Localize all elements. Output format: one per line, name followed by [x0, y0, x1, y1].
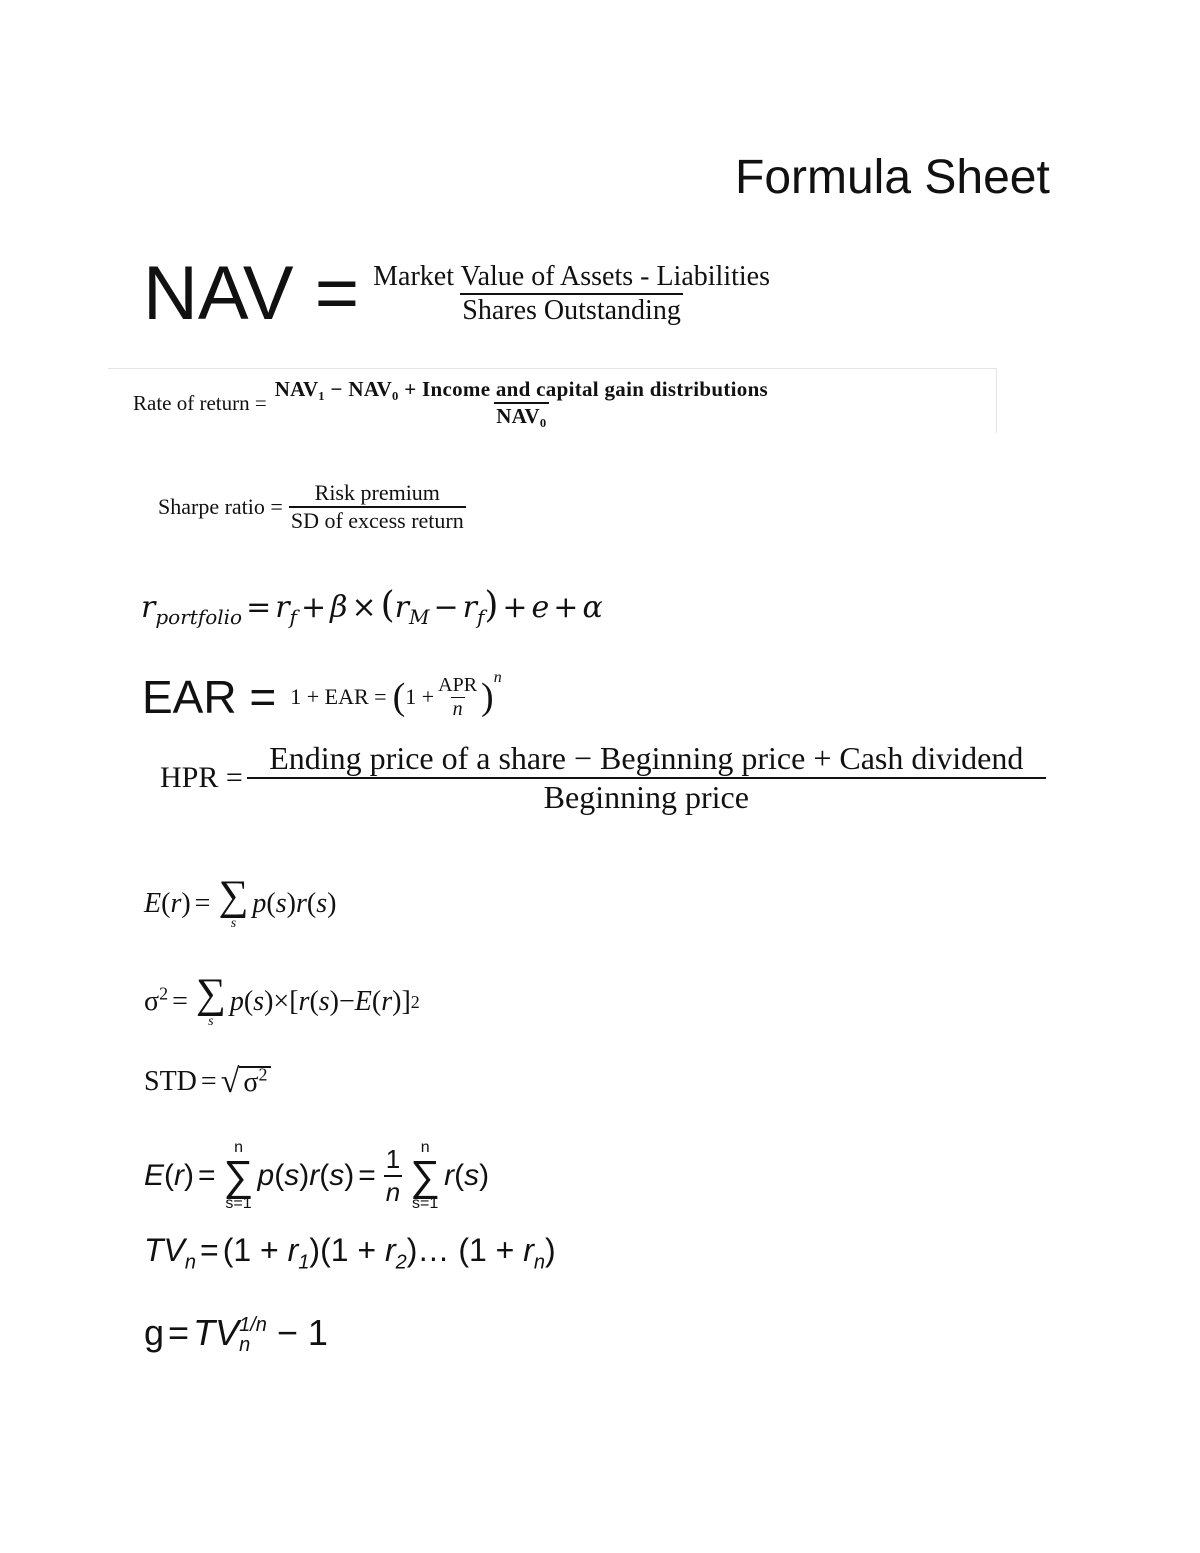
ror-label: Rate of return = [133, 390, 267, 415]
ear-formula [142, 670, 502, 724]
ear-expression: 1 + EAR = ( 1 + $\frac{\text{APR}}{n}$ ) n [290, 668, 502, 720]
nav-formula [143, 250, 772, 337]
ror-fraction [273, 377, 770, 429]
ear-frac-den: n [452, 697, 463, 720]
ear-fraction [436, 674, 479, 721]
terminal-value-formula: $TV_n = (1 + r_1)(1$ + $r_2)\dots$ $(1 + r_n)$ [144, 1232, 556, 1274]
sharpe-fraction [289, 480, 466, 534]
ear-frac-num: APR [438, 673, 478, 696]
ror-numerator: NAV₁ − NAV₀ + Income and capital gain distributions [274, 377, 769, 401]
growth-formula: g = TV 1/n n − 1 [144, 1312, 328, 1357]
expected-return-equal-weight-formula: E ( r ) = n ∑ s=1 p ( s ) r ( s ) = $\frac{1}{n}$ n ∑ s=1 r ( s ) [144, 1139, 490, 1212]
nav-numerator: Market Value of Assets - Liabilities [373, 260, 770, 292]
nav-fraction [371, 261, 772, 327]
expected-return-formula: E ( r ) = ∑ s p ( s ) r ( s ) [144, 873, 337, 931]
hpr-denominator: Beginning price [247, 777, 1046, 816]
page-title: Formula Sheet [735, 151, 1050, 204]
hpr-label: HPR = [160, 761, 243, 794]
sharpe-numerator: Risk premium [314, 480, 440, 505]
sharpe-denominator: SD of excess return [290, 508, 464, 533]
hpr-fraction [249, 740, 1044, 816]
nav-denominator: Shares Outstanding [462, 294, 681, 326]
variance-formula: $\sigma^2$ = ∑ s p ( s )×[ r ( s )− E ( r )] 2 [144, 971, 420, 1029]
rate-of-return-formula [108, 368, 997, 433]
ror-denominator: NAV₀ [496, 404, 547, 428]
nav-label: NAV = [143, 251, 360, 336]
sharpe-ratio-formula [158, 480, 466, 534]
portfolio-return-formula: $r_{portfolio} = r_f + \beta \times (r_M - r_f) + e + \alpha$ [141, 585, 603, 629]
hpr-numerator: Ending price of a share − Beginning price + Cash dividend [269, 740, 1024, 776]
hpr-formula [160, 740, 1044, 816]
ear-lhs: 1 + EAR = [290, 684, 387, 709]
sharpe-label: Sharpe ratio = [158, 494, 283, 519]
ear-label: EAR = [142, 671, 277, 723]
std-formula: STD = √ $\sigma^2$ [144, 1065, 271, 1099]
